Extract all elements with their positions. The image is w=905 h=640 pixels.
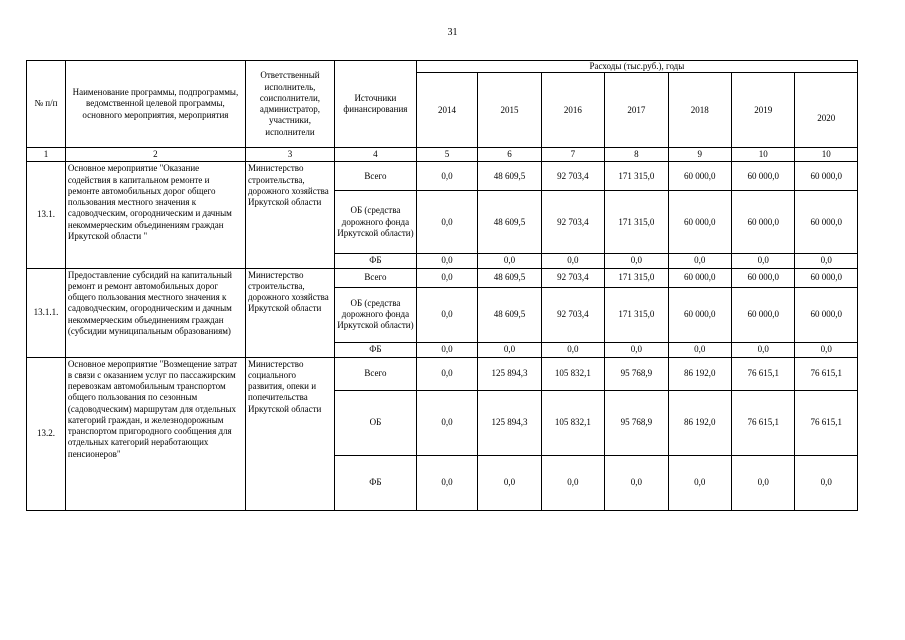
value-cell: 0,0 (416, 254, 477, 268)
column-number: 1 (27, 148, 66, 162)
value-cell: 60 000,0 (668, 268, 731, 287)
value-cell: 0,0 (731, 455, 794, 510)
value-cell: 60 000,0 (731, 268, 794, 287)
table-row (27, 162, 858, 191)
row-source: ОБ (средства дорожного фонда Иркутской области) (334, 191, 416, 254)
financing-table (26, 60, 858, 511)
value-cell: 171 315,0 (605, 287, 668, 342)
value-cell: 0,0 (416, 357, 477, 390)
header-executor: Ответственный исполнитель, соисполнители, администратор, участники, исполнители (245, 61, 334, 148)
value-cell: 48 609,5 (478, 287, 541, 342)
value-cell: 125 894,3 (478, 357, 541, 390)
header-source: Источники финансирования (334, 61, 416, 148)
value-cell: 95 768,9 (605, 390, 668, 455)
row-source: ОБ (334, 390, 416, 455)
value-cell: 60 000,0 (668, 162, 731, 191)
value-cell: 48 609,5 (478, 162, 541, 191)
row-source: Всего (334, 162, 416, 191)
table-row (27, 268, 858, 287)
value-cell: 76 615,1 (795, 357, 858, 390)
value-cell: 0,0 (605, 254, 668, 268)
row-source: ФБ (334, 455, 416, 510)
header-year: 2015 (478, 73, 541, 148)
row-number: 13.2. (27, 357, 66, 510)
value-cell: 76 615,1 (795, 390, 858, 455)
value-cell: 0,0 (478, 254, 541, 268)
value-cell: 86 192,0 (668, 357, 731, 390)
column-number: 4 (334, 148, 416, 162)
row-source: ФБ (334, 342, 416, 357)
header-year: 2018 (668, 73, 731, 148)
value-cell: 0,0 (668, 342, 731, 357)
value-cell: 48 609,5 (478, 268, 541, 287)
value-cell: 0,0 (416, 162, 477, 191)
header-year: 2016 (541, 73, 604, 148)
column-number: 7 (541, 148, 604, 162)
value-cell: 92 703,4 (541, 191, 604, 254)
column-number: 10 (731, 148, 794, 162)
row-number: 13.1.1. (27, 268, 66, 357)
value-cell: 0,0 (605, 342, 668, 357)
value-cell: 60 000,0 (795, 287, 858, 342)
value-cell: 171 315,0 (605, 268, 668, 287)
value-cell: 0,0 (416, 390, 477, 455)
value-cell: 125 894,3 (478, 390, 541, 455)
value-cell: 60 000,0 (795, 162, 858, 191)
header-year: 2014 (416, 73, 477, 148)
row-executor: Министерство строительства, дорожного хозяйства Иркутской области (245, 268, 334, 357)
row-name: Основное мероприятие "Возмещение затрат в связи с оказанием услуг по пассажирским перевозкам автомобильным транспортом общего пользования по сезонным (садоводческим) маршрутам для отдельных категорий граждан, и железнодорожным транспортом пригородного сообщения для отдельных категорий неработающих пенсионеров" (65, 357, 245, 510)
value-cell: 0,0 (731, 254, 794, 268)
value-cell: 105 832,1 (541, 357, 604, 390)
value-cell: 0,0 (541, 254, 604, 268)
value-cell: 0,0 (795, 455, 858, 510)
value-cell: 105 832,1 (541, 390, 604, 455)
row-name: Предоставление субсидий на капитальный ремонт и ремонт автомобильных дорог общего пользования местного значения к садоводческим, огородническим и дачным некоммерческим объединениям граждан (субсидии муниципальным образованиям) (65, 268, 245, 357)
column-number: 6 (478, 148, 541, 162)
page-number: 31 (447, 27, 458, 38)
table-row (27, 357, 858, 390)
header-year: 2017 (605, 73, 668, 148)
column-number: 8 (605, 148, 668, 162)
value-cell: 0,0 (416, 287, 477, 342)
value-cell: 0,0 (605, 455, 668, 510)
row-source: Всего (334, 268, 416, 287)
value-cell: 60 000,0 (668, 191, 731, 254)
row-source: ОБ (средства дорожного фонда Иркутской области) (334, 287, 416, 342)
value-cell: 48 609,5 (478, 191, 541, 254)
value-cell: 76 615,1 (731, 390, 794, 455)
value-cell: 60 000,0 (731, 162, 794, 191)
value-cell: 171 315,0 (605, 191, 668, 254)
row-source: Всего (334, 357, 416, 390)
row-source: ФБ (334, 254, 416, 268)
header-name: Наименование программы, подпрограммы, ведомственной целевой программы, основного мероприятия, мероприятия (65, 61, 245, 148)
header-year: 2019 (731, 73, 794, 148)
row-name: Основное мероприятие "Оказание содействия в капитальном ремонте и ремонте автомобильных дорог общего пользования местного значения к садоводческим, огородническим и дачным некоммерческим объединениям граждан Иркутской области " (65, 162, 245, 268)
value-cell: 92 703,4 (541, 287, 604, 342)
value-cell: 0,0 (416, 191, 477, 254)
value-cell: 0,0 (668, 254, 731, 268)
value-cell: 0,0 (668, 455, 731, 510)
header-row-top (27, 61, 858, 73)
row-executor: Министерство социального развития, опеки и попечительства Иркутской области (245, 357, 334, 510)
value-cell: 86 192,0 (668, 390, 731, 455)
value-cell: 0,0 (731, 342, 794, 357)
value-cell: 0,0 (478, 455, 541, 510)
value-cell: 60 000,0 (731, 191, 794, 254)
value-cell: 60 000,0 (795, 268, 858, 287)
header-year: 2020 (795, 73, 858, 148)
value-cell: 0,0 (795, 254, 858, 268)
row-executor: Министерство строительства, дорожного хозяйства Иркутской области (245, 162, 334, 268)
column-number: 5 (416, 148, 477, 162)
value-cell: 171 315,0 (605, 162, 668, 191)
value-cell: 92 703,4 (541, 268, 604, 287)
column-number: 3 (245, 148, 334, 162)
value-cell: 0,0 (416, 342, 477, 357)
value-cell: 0,0 (416, 455, 477, 510)
column-number: 10 (795, 148, 858, 162)
value-cell: 92 703,4 (541, 162, 604, 191)
value-cell: 76 615,1 (731, 357, 794, 390)
value-cell: 60 000,0 (795, 191, 858, 254)
value-cell: 95 768,9 (605, 357, 668, 390)
value-cell: 0,0 (795, 342, 858, 357)
row-number: 13.1. (27, 162, 66, 268)
value-cell: 60 000,0 (731, 287, 794, 342)
column-numbers-row (27, 148, 858, 162)
value-cell: 0,0 (541, 342, 604, 357)
value-cell: 0,0 (478, 342, 541, 357)
value-cell: 0,0 (416, 268, 477, 287)
value-cell: 60 000,0 (668, 287, 731, 342)
column-number: 9 (668, 148, 731, 162)
header-num: № п/п (27, 61, 66, 148)
header-expenses: Расходы (тыс.руб.), годы (416, 61, 857, 73)
value-cell: 0,0 (541, 455, 604, 510)
column-number: 2 (65, 148, 245, 162)
